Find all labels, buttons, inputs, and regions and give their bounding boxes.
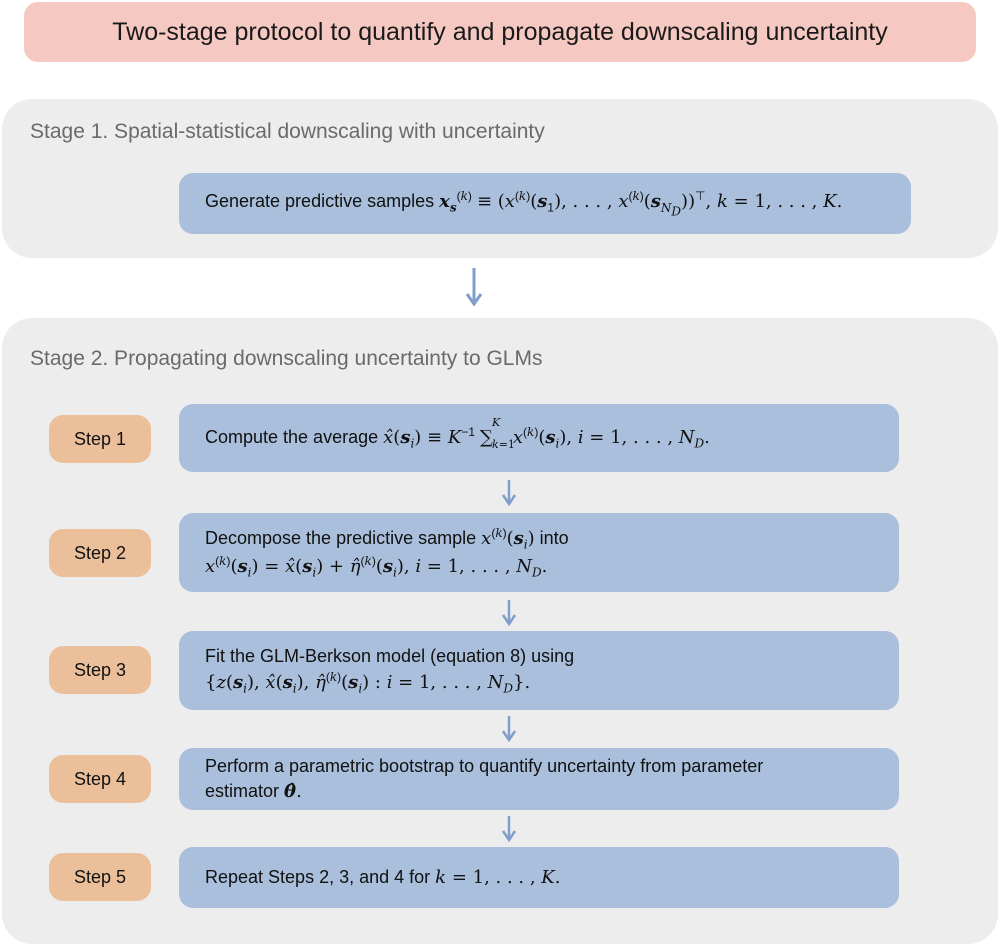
stage-1-title: Stage 1. Spatial-statistical downscaling with uncertainty: [30, 120, 545, 143]
stage-2-title: Stage 2. Propagating downscaling uncertainty to GLMs: [30, 347, 543, 370]
stage-connector-arrow: [464, 266, 484, 308]
step-2-text-after: into: [539, 527, 569, 548]
step-2-box: [179, 513, 899, 592]
stage-1-box: [179, 173, 911, 234]
step-5-text: Repeat Steps 2, 3, and 4 for: [205, 866, 431, 887]
step-3-text: Fit the GLM-Berkson model (equation 8) using: [205, 646, 575, 667]
step-4-label: Step 4: [49, 755, 151, 803]
step-1-text: Compute the average: [205, 427, 379, 448]
step-1-to-2-arrow: [500, 478, 518, 508]
step-4-line-2: [205, 779, 873, 804]
step-4-to-5-arrow: [500, 814, 518, 844]
step-4-box: [179, 748, 899, 810]
step-4-text-2: estimator: [205, 780, 280, 801]
stage-1-formula: $x_s^{(k)} \equiv (x^{(k)}(s_1)$, . . . , $x^{(k)}(s_{N_D}))^⊤$, k = 1, . . . , K.: [439, 188, 843, 218]
step-3-label: Step 3: [49, 646, 151, 694]
step-2-text: Decompose the predictive sample: [205, 527, 477, 548]
step-2-to-3-arrow: [500, 598, 518, 628]
step-2-line-1: Decompose the predictive sample $x^{(k)}(s_i)$ into: [205, 525, 569, 552]
step-5-label: Step 5: [49, 853, 151, 901]
step-1-line: [205, 416, 873, 452]
diagram-title: Two-stage protocol to quantify and propagate downscaling uncertainty: [24, 2, 976, 62]
step-1-label: Step 1: [49, 415, 151, 463]
step-4-formula: θ̂.: [284, 780, 302, 802]
step-1-formula: $x̂(s_i) \equiv K^{-1}$ ∑ k=1 K $x^{(k)}(s_i)$, i = 1, . . . , $N_D$.: [383, 416, 710, 452]
step-1-box: [179, 404, 899, 472]
step-3-box: [179, 631, 899, 710]
step-5-line: [205, 865, 873, 890]
step-2-label: Step 2: [49, 529, 151, 577]
step-3-to-4-arrow: [500, 714, 518, 744]
step-5-formula: k = 1, . . . , K.: [435, 866, 561, 888]
stage-1-box-line: [205, 188, 885, 219]
step-3-formula: {$z(s_i)$, $x̂(s_i)$, $\etâ^{(k)}(s_i)$ : i = 1, . . . , $N_D$}.: [205, 669, 531, 696]
step-4-text: Perform a parametric bootstrap to quantify uncertainty from parameter: [205, 756, 764, 777]
stage-1-box-text: Generate predictive samples: [205, 190, 435, 211]
step-2-formula: $x^{(k)}(s_i)$ = $x̂(s_i)$ + $\etâ^{(k)}(s_i)$, i = 1, . . . , $N_D$.: [205, 553, 548, 580]
step-5-box: [179, 847, 899, 908]
